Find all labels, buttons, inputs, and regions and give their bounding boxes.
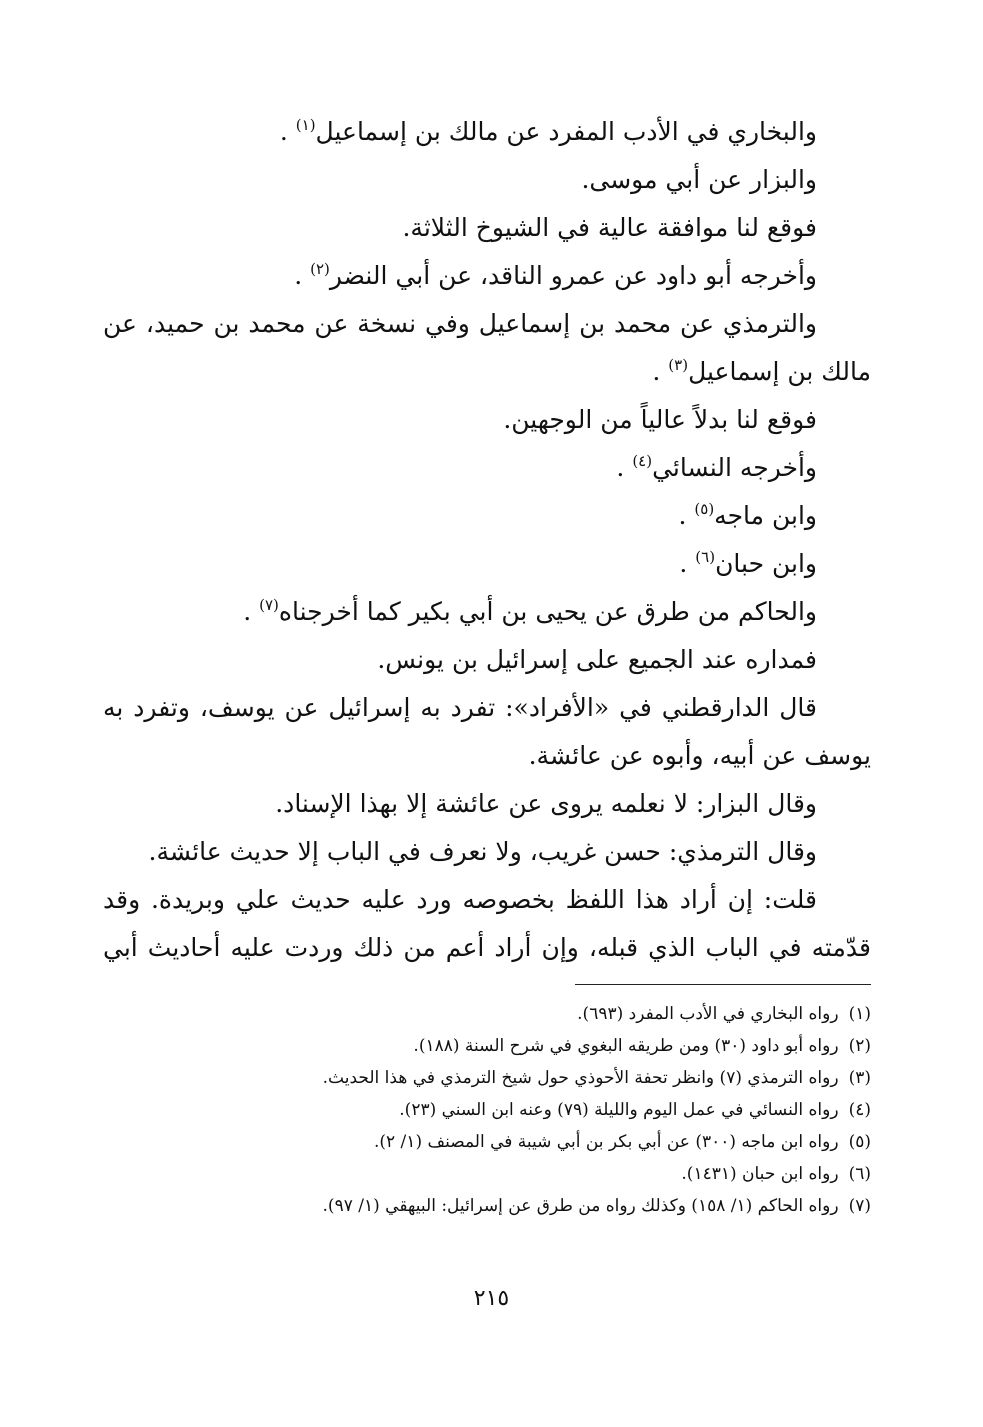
text-line: فوقع لنا بدلاً عالياً من الوجهين.: [503, 405, 817, 434]
text-line: فمداره عند الجميع على إسرائيل بن يونس.: [377, 645, 817, 674]
footnote-number: (٦): [848, 1164, 871, 1184]
footnote-text: رواه ابن حبان (١٤٣١).: [681, 1164, 839, 1184]
footnote-text: رواه ابن ماجه (٣٠٠) عن أبي بكر بن أبي شيبة في المصنف (١/ ٢).: [373, 1132, 839, 1152]
footnote-text: رواه البخاري في الأدب المفرد (٦٩٣).: [577, 1004, 839, 1024]
footnote-marker[interactable]: (٢): [310, 260, 330, 278]
footnote: [91, 1030, 871, 1062]
footnote-number: (٥): [848, 1132, 871, 1152]
text-line: فوقع لنا موافقة عالية في الشيوخ الثلاثة.: [402, 213, 817, 242]
footnote-number: (٤): [848, 1100, 871, 1120]
footnote-number: (٣): [848, 1068, 871, 1088]
footnote: [91, 1126, 871, 1158]
text-line: وابن حبان$^{(٦)}$ .: [679, 548, 817, 578]
footnote-text: رواه الترمذي (٧) وانظر تحفة الأحوذي حول شيخ الترمذي في هذا الحديث.: [322, 1068, 839, 1088]
text-line: قلت: إن أراد هذا اللفظ بخصوصه ورد عليه حديث علي وبريدة. وقد: [103, 885, 817, 914]
footnote-text: رواه أبو داود (٣٠) ومن طريقه البغوي في شرح السنة (١٨٨).: [413, 1036, 839, 1056]
text-line: والبخاري في الأدب المفرد عن مالك بن إسماعيل$^{(١)}$ .: [279, 116, 817, 146]
text-line: يوسف عن أبيه، وأبوه عن عائشة.: [528, 741, 871, 770]
footnotes: [91, 998, 871, 1222]
text-line: وأخرجه النسائي$^{(٤)}$ .: [616, 452, 817, 482]
footnote-separator: [575, 984, 871, 985]
footnote-number: (٧): [848, 1196, 871, 1216]
footnote-number: (١): [848, 1004, 871, 1024]
text-line: والحاكم من طرق عن يحيى بن أبي بكير كما أخرجناه$^{(٧)}$ .: [243, 596, 817, 626]
text-line: وقال الترمذي: حسن غريب، ولا نعرف في الباب إلا حديث عائشة.: [148, 837, 817, 866]
footnote-marker[interactable]: (٦): [695, 548, 716, 566]
text-line: قال الدارقطني في «الأفراد»: تفرد به إسرائيل عن يوسف، وتفرد به: [103, 693, 817, 722]
text-line: وأخرجه أبو داود عن عمرو الناقد، عن أبي النضر$^{(٢)}$ .: [294, 260, 817, 290]
footnote-marker[interactable]: (٤): [632, 452, 653, 470]
footnote: [91, 1062, 871, 1094]
text-line: وقال البزار: لا نعلمه يروى عن عائشة إلا بهذا الإسناد.: [275, 789, 817, 818]
page-number: ٢١٥: [473, 1286, 510, 1311]
main-text: [103, 108, 871, 972]
footnote-text: رواه الحاكم (١/ ١٥٨) وكذلك رواه من طرق عن إسرائيل: البيهقي (١/ ٩٧).: [322, 1196, 839, 1216]
footnote: [91, 1190, 871, 1222]
text-line: والترمذي عن محمد بن إسماعيل وفي نسخة عن محمد بن حميد، عن: [103, 309, 817, 338]
footnote: [91, 998, 871, 1030]
footnote-marker[interactable]: (٣): [668, 356, 689, 374]
footnote-marker[interactable]: (٧): [259, 596, 279, 614]
footnote-number: (٢): [848, 1036, 871, 1056]
text-line: وابن ماجه$^{(٥)}$ .: [678, 500, 817, 530]
footnote: [91, 1094, 871, 1126]
footnote-text: رواه النسائي في عمل اليوم والليلة (٧٩) وعنه ابن السني (٢٣).: [399, 1100, 839, 1120]
footnote: [91, 1158, 871, 1190]
text-line: والبزار عن أبي موسى.: [581, 165, 817, 194]
text-line: مالك بن إسماعيل$^{(٣)}$ .: [652, 356, 871, 386]
footnote-marker[interactable]: (١): [295, 116, 316, 134]
text-line: قدّمته في الباب الذي قبله، وإن أراد أعم من ذلك وردت عليه أحاديث أبي: [103, 933, 871, 962]
footnote-marker[interactable]: (٥): [694, 500, 715, 518]
